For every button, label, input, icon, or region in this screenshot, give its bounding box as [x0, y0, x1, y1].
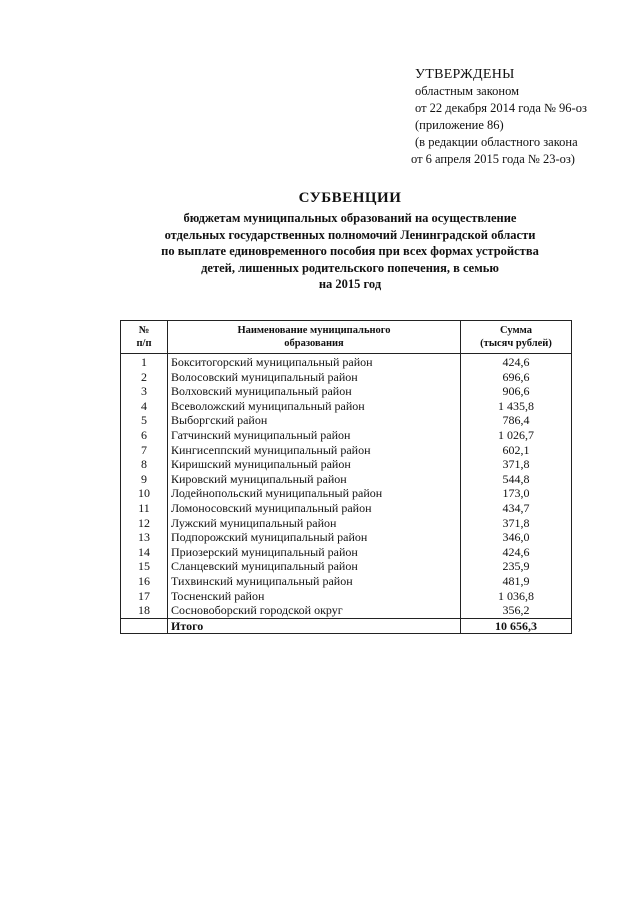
table-row — [121, 589, 572, 604]
row-number: 13 — [121, 530, 168, 545]
title-line: бюджетам муниципальных образований на осуществление — [183, 211, 517, 225]
subsidy-table — [120, 320, 572, 634]
table-row — [121, 486, 572, 501]
row-name: Тихвинский муниципальный район — [168, 574, 461, 589]
row-number: 12 — [121, 516, 168, 531]
total-value: 10 656,3 — [461, 618, 572, 634]
title-line: по выплате единовременного пособия при всех формах устройства — [161, 244, 539, 258]
row-number: 15 — [121, 559, 168, 574]
row-value: 481,9 — [461, 574, 572, 589]
row-value: 371,8 — [461, 516, 572, 531]
row-value: 602,1 — [461, 443, 572, 458]
approval-line: от 22 декабря 2014 года № 96-оз — [415, 101, 587, 115]
title-line: отдельных государственных полномочий Ленинградской области — [164, 227, 536, 242]
row-number: 8 — [121, 457, 168, 472]
table-header-row — [121, 321, 572, 354]
row-name: Волховский муниципальный район — [168, 384, 461, 399]
approval-line: от 6 апреля 2015 года № 23-оз) — [411, 152, 575, 166]
approval-line: (в редакции областного закона — [415, 135, 578, 149]
row-name: Кировский муниципальный район — [168, 472, 461, 487]
table-row — [121, 559, 572, 574]
total-row — [121, 618, 572, 634]
table-row — [121, 574, 572, 589]
row-name: Бокситогорский муниципальный район — [168, 354, 461, 370]
header-number — [121, 321, 168, 354]
row-value: 786,4 — [461, 413, 572, 428]
row-value: 356,2 — [461, 603, 572, 618]
row-number: 10 — [121, 486, 168, 501]
approval-line: областным законом — [415, 84, 520, 98]
row-name: Гатчинский муниципальный район — [168, 428, 461, 443]
row-number: 5 — [121, 413, 168, 428]
table-row — [121, 457, 572, 472]
row-number: 11 — [121, 501, 168, 516]
header-sum — [461, 321, 572, 354]
row-name: Тосненский район — [168, 589, 461, 604]
table-row — [121, 370, 572, 385]
row-name: Ломоносовский муниципальный район — [168, 501, 461, 516]
row-name: Киришский муниципальный район — [168, 457, 461, 472]
row-value: 696,6 — [461, 370, 572, 385]
row-value: 434,7 — [461, 501, 572, 516]
total-label: Итого — [168, 618, 461, 634]
table-row — [121, 530, 572, 545]
row-number: 7 — [121, 443, 168, 458]
table-row — [121, 501, 572, 516]
row-name: Приозерский муниципальный район — [168, 545, 461, 560]
table-row — [121, 443, 572, 458]
row-number: 4 — [121, 399, 168, 414]
row-value: 1 026,7 — [461, 428, 572, 443]
header-number-line1: № — [138, 325, 150, 336]
row-value: 346,0 — [461, 530, 572, 545]
header-number-line2: п/п — [136, 338, 152, 349]
title-line: детей, лишенных родительского попечения, в семью — [201, 260, 499, 275]
row-name: Сланцевский муниципальный район — [168, 559, 461, 574]
table-row — [121, 545, 572, 560]
row-value: 906,6 — [461, 384, 572, 399]
total-number-cell — [121, 618, 168, 634]
row-value: 1 435,8 — [461, 399, 572, 414]
row-name: Лодейнопольский муниципальный район — [168, 486, 461, 501]
approval-heading: УТВЕРЖДЕНЫ — [415, 67, 515, 82]
header-name-line2: образования — [284, 338, 344, 349]
table-row — [121, 354, 572, 370]
header-name — [168, 321, 461, 354]
title-line: на 2015 год — [318, 277, 382, 291]
row-value: 544,8 — [461, 472, 572, 487]
row-name: Кингисеппский муниципальный район — [168, 443, 461, 458]
row-number: 18 — [121, 603, 168, 618]
row-number: 14 — [121, 545, 168, 560]
row-value: 424,6 — [461, 545, 572, 560]
row-name: Лужский муниципальный район — [168, 516, 461, 531]
table-row — [121, 413, 572, 428]
row-number: 6 — [121, 428, 168, 443]
row-name: Всеволожский муниципальный район — [168, 399, 461, 414]
table-row — [121, 603, 572, 618]
table-row — [121, 384, 572, 399]
table-row — [121, 428, 572, 443]
table-row — [121, 516, 572, 531]
row-number: 1 — [121, 354, 168, 370]
approval-line: (приложение 86) — [415, 118, 504, 132]
row-name: Выборгский район — [168, 413, 461, 428]
table-row — [121, 399, 572, 414]
row-value: 371,8 — [461, 457, 572, 472]
row-value: 235,9 — [461, 559, 572, 574]
approval-block — [411, 66, 587, 168]
header-sum-line2: (тысяч рублей) — [480, 338, 552, 349]
row-value: 1 036,8 — [461, 589, 572, 604]
row-number: 2 — [121, 370, 168, 385]
title-main: СУБВЕНЦИИ — [298, 190, 402, 206]
document-title — [110, 190, 590, 293]
row-number: 17 — [121, 589, 168, 604]
row-number: 9 — [121, 472, 168, 487]
row-name: Волосовский муниципальный район — [168, 370, 461, 385]
row-number: 16 — [121, 574, 168, 589]
row-value: 424,6 — [461, 354, 572, 370]
table-row — [121, 472, 572, 487]
header-name-line1: Наименование муниципального — [237, 325, 391, 336]
table-body — [121, 354, 572, 619]
row-name: Сосновоборский городской округ — [168, 603, 461, 618]
row-value: 173,0 — [461, 486, 572, 501]
row-name: Подпорожский муниципальный район — [168, 530, 461, 545]
header-sum-line1: Сумма — [500, 325, 532, 336]
row-number: 3 — [121, 384, 168, 399]
